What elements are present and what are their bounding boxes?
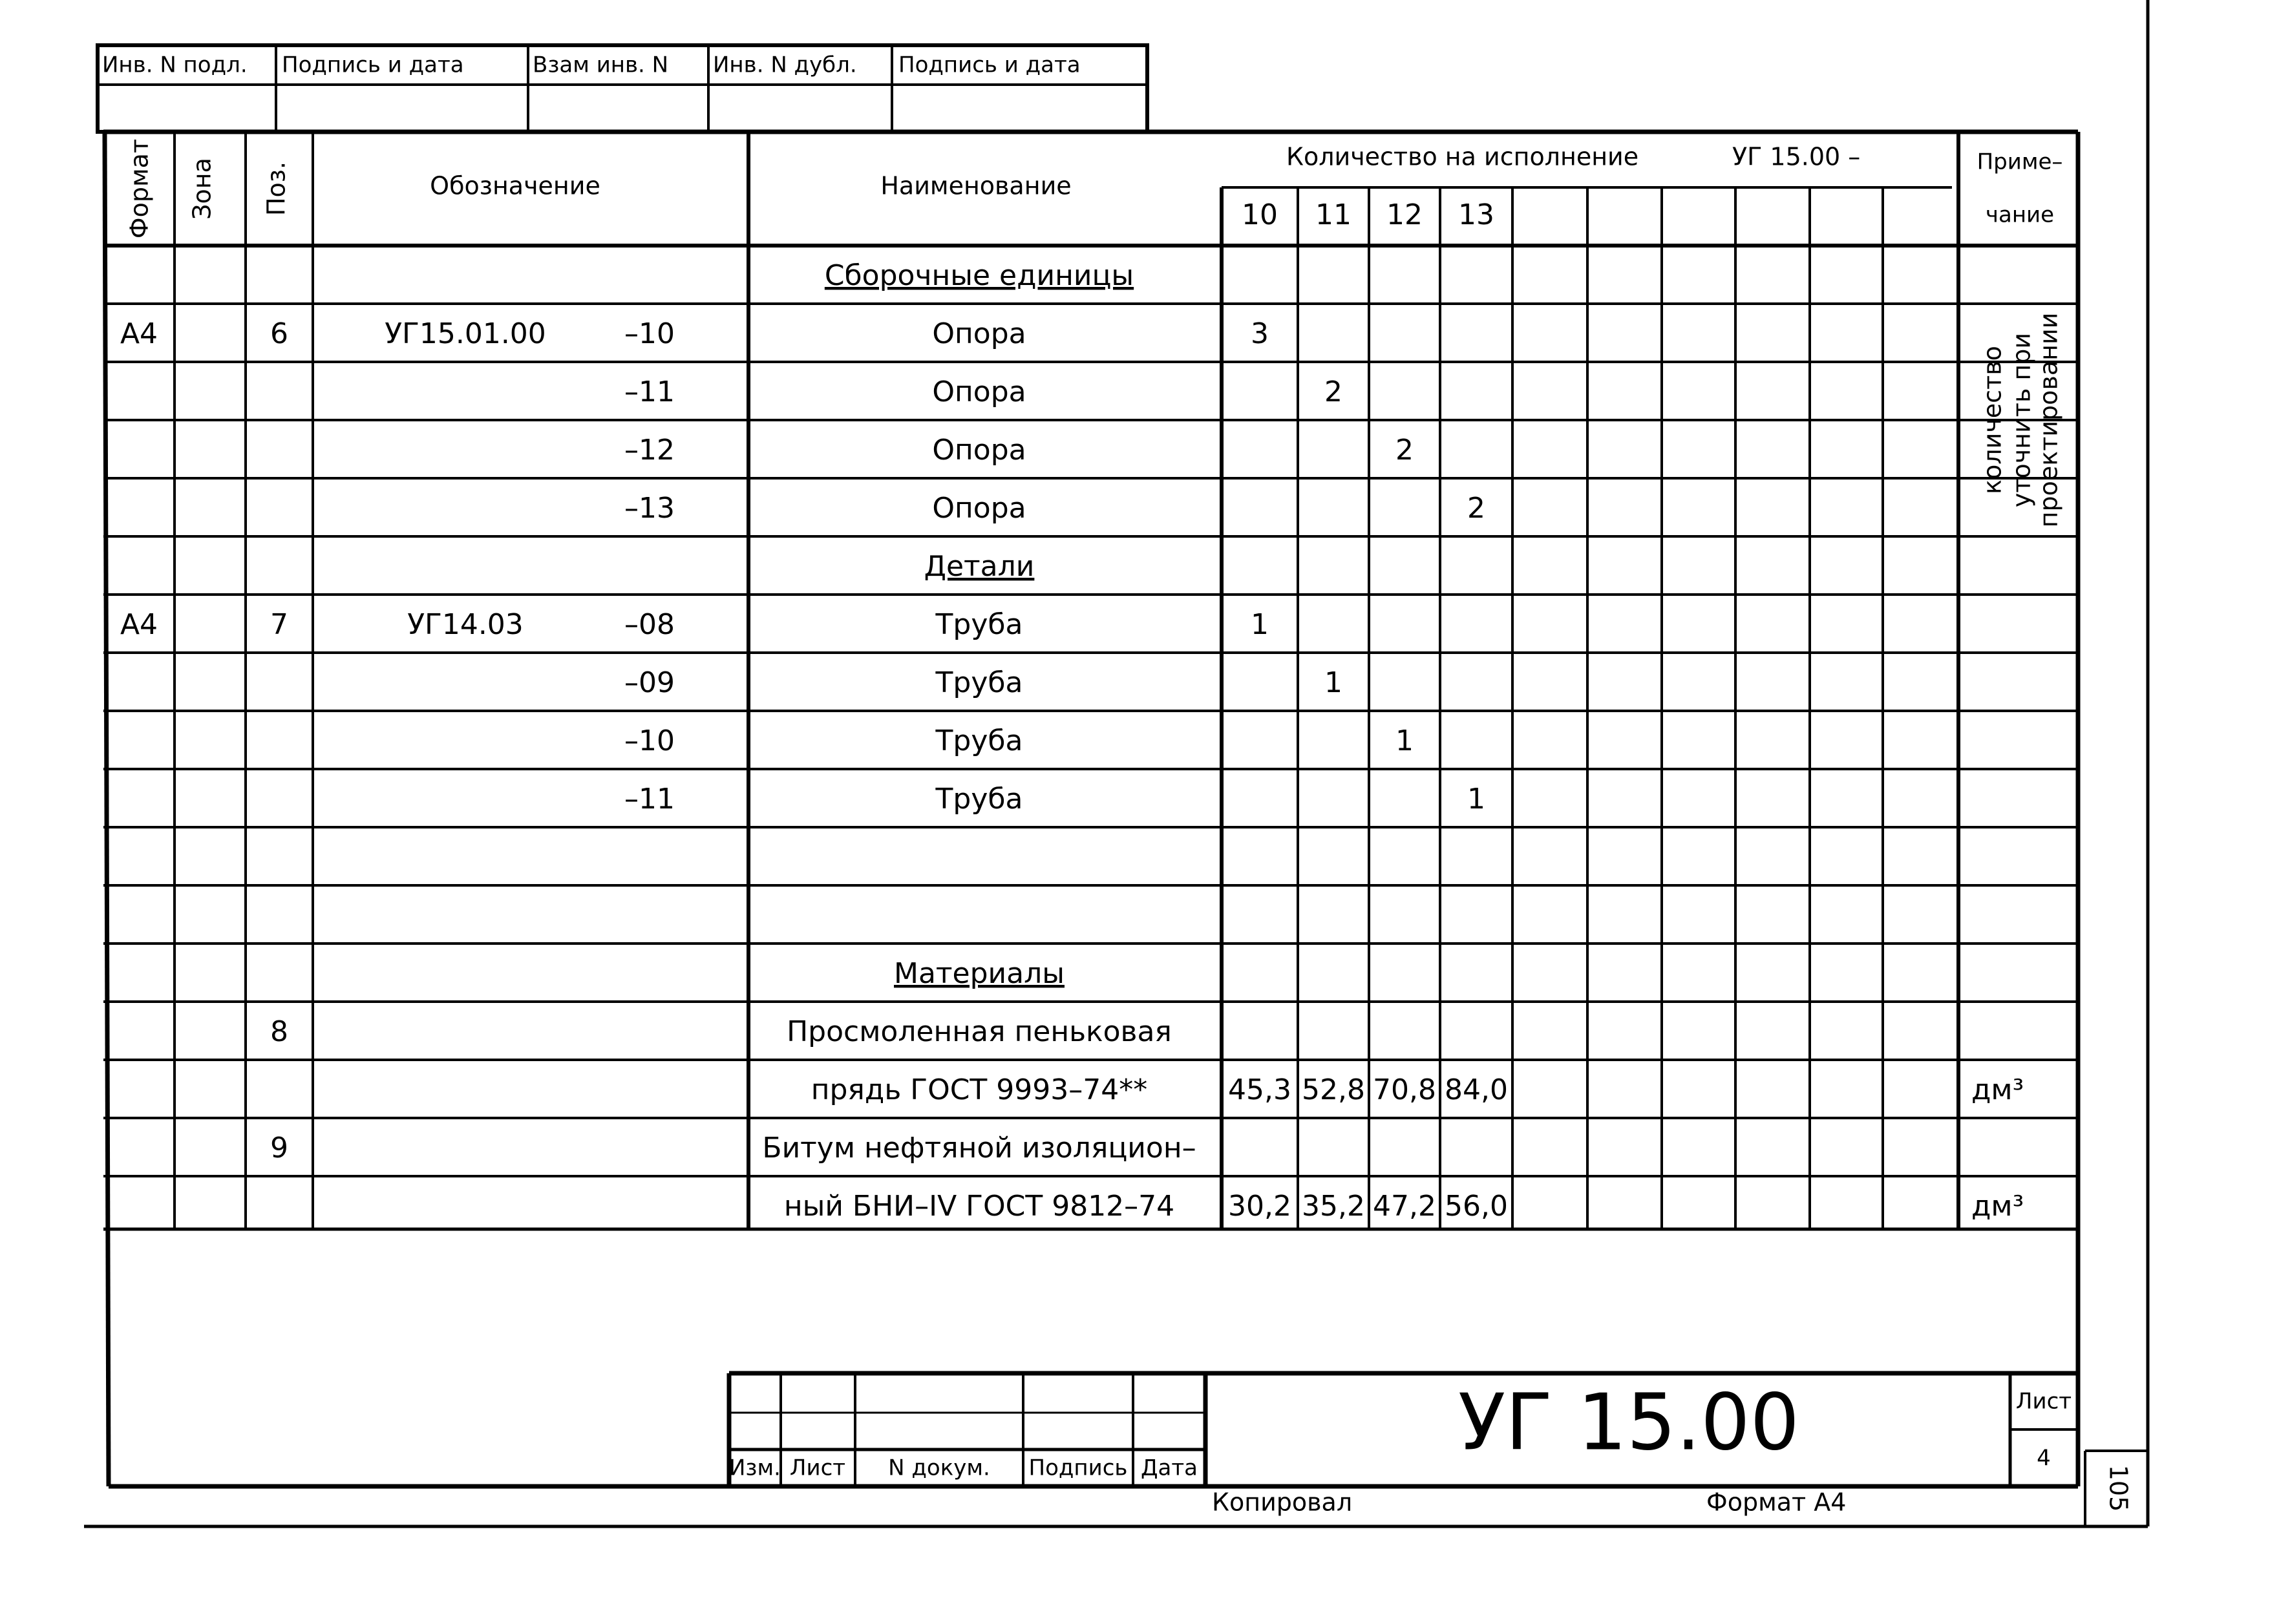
section-heading: Материалы (894, 957, 1065, 990)
tb-doc: N докум. (888, 1455, 990, 1481)
cell-name: Просмоленная пеньковая (787, 1015, 1172, 1048)
cell-quantity: 2 (1395, 434, 1414, 467)
header-format: Формат (125, 138, 154, 239)
note-line: проектировании (2034, 312, 2063, 528)
note-line: количество (1978, 346, 2007, 494)
table-row (270, 1015, 1172, 1048)
cell-name: прядь ГОСТ 9993–74** (811, 1073, 1148, 1106)
header-pos: Поз. (262, 161, 291, 216)
footer-copied: Копировал (1212, 1488, 1353, 1517)
variant-header: 12 (1386, 198, 1423, 231)
frame-lines (84, 0, 2148, 1526)
cell-format: А4 (120, 608, 158, 641)
footer (1212, 1465, 2133, 1517)
cell-format: А4 (120, 317, 158, 350)
cell-name: Труба (935, 783, 1023, 816)
header-zone: Зона (187, 158, 217, 220)
note-line: уточнить при (2007, 332, 2036, 508)
cell-variant: –11 (624, 783, 675, 816)
table-row (784, 1190, 2024, 1223)
top-stamp (102, 52, 1081, 78)
header-designation: Обозначение (430, 171, 600, 200)
table-row (894, 957, 1065, 990)
cell-quantity: 47,2 (1373, 1190, 1436, 1223)
cell-variant: –09 (624, 666, 675, 699)
table-row (924, 550, 1035, 583)
table-row (624, 724, 1414, 757)
section-heading: Детали (924, 550, 1035, 583)
stamp-inv-dubl: Инв. N дубл. (713, 52, 857, 78)
cell-variant: –10 (624, 724, 675, 757)
tb-sign: Подпись (1028, 1455, 1128, 1481)
cell-quantity: 2 (1467, 492, 1485, 525)
sheet-number: 4 (2037, 1445, 2051, 1471)
page-number: 105 (2104, 1464, 2133, 1512)
cell-quantity: 3 (1251, 317, 1269, 350)
table-row (120, 608, 1269, 641)
tb-izm: Изм. (729, 1455, 781, 1481)
cell-name: Опора (932, 492, 1026, 525)
table-row (624, 492, 1485, 525)
cell-pos: 8 (270, 1015, 288, 1048)
cell-name: Опора (932, 434, 1026, 467)
cell-quantity: 70,8 (1373, 1073, 1436, 1106)
cell-name: Опора (932, 317, 1026, 350)
variant-header: 10 (1242, 198, 1278, 231)
table-row (624, 666, 1342, 699)
header-note-1: Приме– (1977, 149, 2063, 175)
sheet-label: Лист (2015, 1388, 2072, 1415)
cell-variant: –13 (624, 492, 675, 525)
cell-quantity: 30,2 (1228, 1190, 1291, 1223)
cell-name: Битум нефтяной изоляцион– (762, 1132, 1196, 1165)
cell-name: Опора (932, 375, 1026, 408)
cell-variant: –11 (624, 375, 675, 408)
cell-note: дм³ (1971, 1190, 2024, 1223)
tb-list: Лист (789, 1455, 846, 1481)
header-quantity-code: УГ 15.00 – (1732, 142, 1861, 171)
cell-quantity: 1 (1395, 724, 1414, 757)
cell-variant: –08 (624, 608, 675, 641)
cell-pos: 7 (270, 608, 288, 641)
variant-header: 11 (1315, 198, 1352, 231)
cell-quantity: 35,2 (1302, 1190, 1365, 1223)
tb-date: Дата (1140, 1455, 1198, 1481)
table-row (825, 259, 1134, 292)
cell-quantity: 52,8 (1302, 1073, 1365, 1106)
title-block (729, 1378, 2072, 1481)
table-row (624, 783, 1485, 816)
cell-quantity: 1 (1467, 783, 1485, 816)
cell-name: Труба (935, 666, 1023, 699)
cell-quantity: 56,0 (1445, 1190, 1508, 1223)
cell-name: Труба (935, 724, 1023, 757)
variant-header: 13 (1458, 198, 1494, 231)
table-row (624, 434, 1414, 467)
cell-pos: 9 (270, 1132, 288, 1165)
header-name: Наименование (880, 171, 1072, 200)
header-note-2: чание (1985, 202, 2055, 228)
cell-quantity: 1 (1251, 608, 1269, 641)
footer-format: Формат А4 (1706, 1488, 1847, 1517)
cell-quantity: 45,3 (1228, 1073, 1291, 1106)
cell-quantity: 84,0 (1445, 1073, 1508, 1106)
table-row (120, 317, 1269, 350)
cell-name: ный БНИ–IV ГОСТ 9812–74 (783, 1190, 1175, 1223)
section-heading: Сборочные единицы (824, 259, 1134, 292)
table-row (624, 375, 1342, 408)
cell-designation: УГ15.01.00 (385, 317, 546, 350)
table-grid (103, 132, 2078, 1229)
stamp-sign-date-1: Подпись и дата (282, 52, 464, 78)
cell-designation: УГ14.03 (407, 608, 524, 641)
spec-rows (120, 259, 2024, 1223)
cell-pos: 6 (270, 317, 288, 350)
stamp-sign-date-2: Подпись и дата (898, 52, 1081, 78)
table-row (270, 1132, 1196, 1165)
cell-note: дм³ (1971, 1073, 2024, 1106)
table-row (811, 1073, 2024, 1106)
stamp-inv-podl: Инв. N подл. (102, 52, 248, 78)
cell-quantity: 1 (1324, 666, 1342, 699)
header-quantity-title: Количество на исполнение (1286, 142, 1639, 171)
note-rotated (1978, 313, 2063, 528)
cell-variant: –12 (624, 434, 675, 467)
cell-quantity: 2 (1324, 375, 1342, 408)
doc-code: УГ 15.00 (1458, 1378, 1799, 1468)
cell-variant: –10 (624, 317, 675, 350)
cell-name: Труба (935, 608, 1023, 641)
stamp-vzam-inv: Взам инв. N (533, 52, 669, 78)
